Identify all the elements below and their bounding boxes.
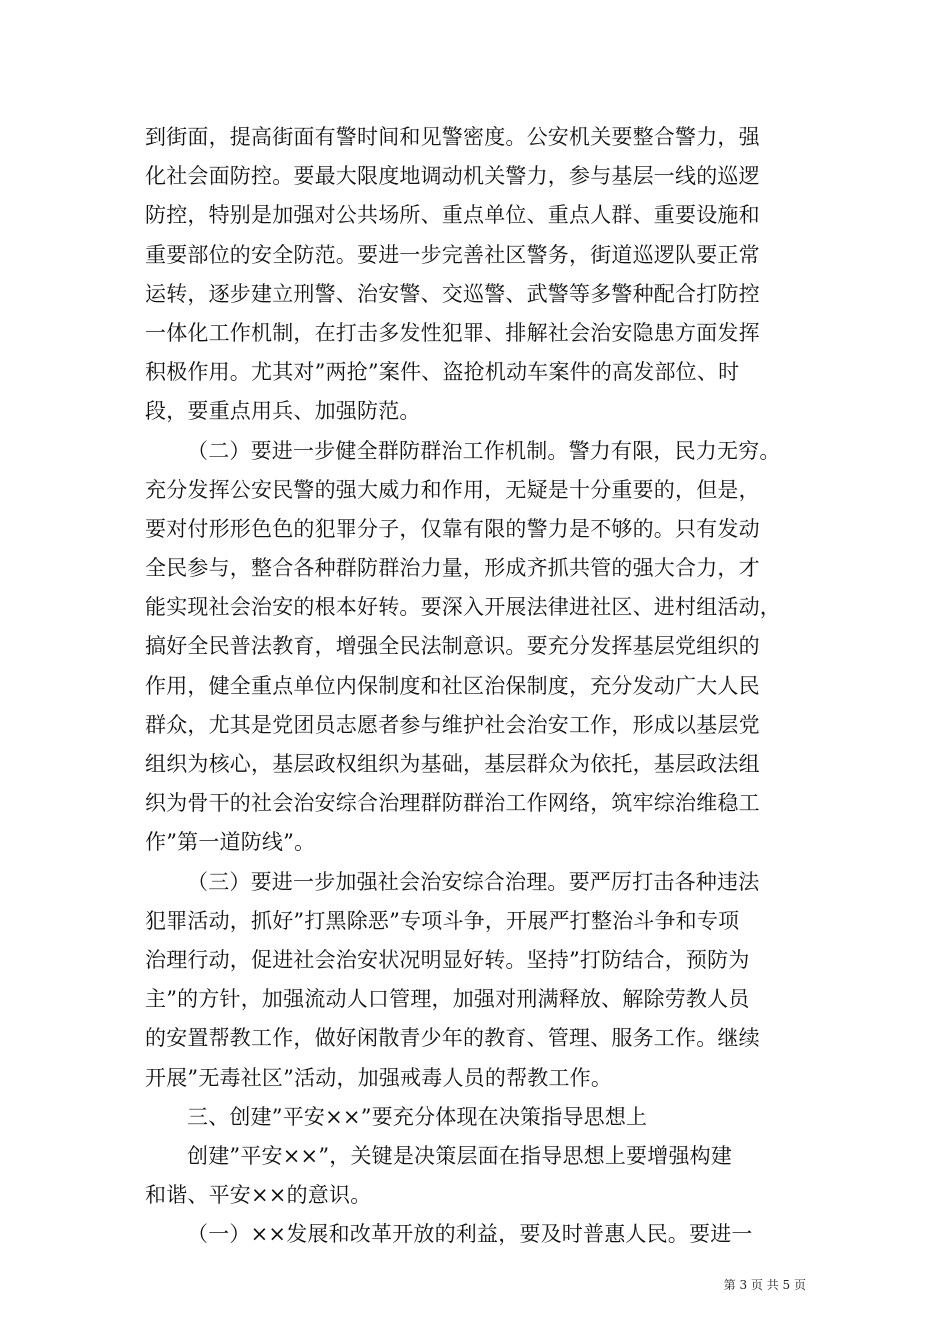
text-line: 组织为核心，基层政权组织为基础，基层群众为依托，基层政法组 — [145, 752, 760, 776]
text-line: 全民参与，整合各种群防群治力量，形成齐抓共管的强大合力，才 — [145, 556, 760, 581]
text-line: 重要部位的安全防范。要进一步完善社区警务，街道巡逻队要正常 — [145, 242, 760, 267]
text-line: 主”的方针，加强流动人口管理，加强对刑满释放、解除劳教人员 — [145, 987, 750, 1012]
text-line: 一体化工作机制，在打击多发性犯罪、排解社会治安隐患方面发挥 — [145, 320, 760, 345]
text-line: 治理行动，促进社会治安状况明显好转。坚持”打防结合，预防为 — [145, 947, 750, 972]
text-line: 作”第一道防线”。 — [145, 830, 316, 855]
text-line: 到街面，提高街面有警时间和见警密度。公安机关要整合警力，强 — [145, 125, 760, 149]
text-line: 防控，特别是加强对公共场所、重点单位、重点人群、重要设施和 — [145, 203, 760, 228]
text-line: 积极作用。尤其对”两抢”案件、盗抢机动车案件的高发部位、时 — [145, 360, 740, 385]
paragraph-start-line: （三）要进一步加强社会治安综合治理。要严厉打击各种违法 — [187, 869, 760, 894]
text-line: 要对付形形色色的犯罪分子，仅靠有限的警力是不够的。只有发动 — [145, 516, 760, 541]
paragraph-start-line: （二）要进一步健全群防群治工作机制。警力有限，民力无穷。 — [187, 438, 781, 463]
text-line: 能实现社会治安的根本好转。要深入开展法律进社区、进村组活动， — [145, 595, 781, 620]
text-line: 搞好全民普法教育，增强全民法制意识。要充分发挥基层党组织的 — [145, 634, 760, 659]
text-line: 开展”无毒社区”活动，加强戒毒人员的帮教工作。 — [145, 1065, 613, 1090]
text-line: 的安置帮教工作，做好闲散青少年的教育、管理、服务工作。继续 — [145, 1026, 760, 1051]
text-line: 作用，健全重点单位内保制度和社区治保制度，充分发动广大人民 — [145, 673, 760, 698]
section-heading: 三、创建”平安××”要充分体现在决策指导思想上 — [187, 1104, 648, 1129]
text-line: 犯罪活动，抓好”打黑除恶”专项斗争，开展严打整治斗争和专项 — [145, 908, 740, 933]
text-line: 群众，尤其是党团员志愿者参与维护社会治安工作，形成以基层党 — [145, 712, 760, 737]
text-line: 充分发挥公安民警的强大威力和作用，无疑是十分重要的，但是， — [145, 477, 760, 502]
text-line: 段，要重点用兵、加强防范。 — [145, 399, 421, 424]
text-line: 织为骨干的社会治安综合治理群防群治工作网络，筑牢综治维稳工 — [145, 791, 760, 816]
page-number-footer: 第 3 页 共 5 页 — [723, 1278, 806, 1292]
text-line: 化社会面防控。要最大限度地调动机关警力，参与基层一线的巡逻 — [145, 164, 760, 189]
text-line: 运转，逐步建立刑警、治安警、交巡警、武警等多警种配合打防控 — [145, 281, 760, 306]
paragraph-start-line: 创建”平安××”，关键是决策层面在指导思想上要增强构建 — [187, 1143, 733, 1168]
text-line: 和谐、平安××的意识。 — [145, 1183, 372, 1208]
paragraph-start-line: （一）××发展和改革开放的利益，要及时普惠人民。要进一 — [187, 1222, 753, 1247]
body-text — [145, 118, 821, 1254]
